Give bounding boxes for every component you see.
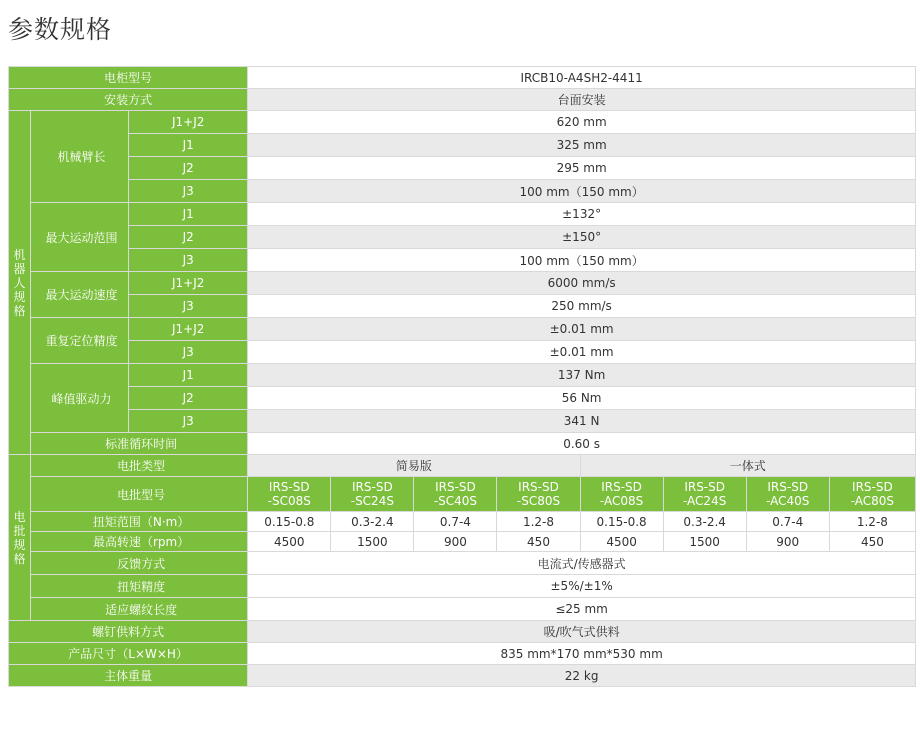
model-line: -SC80S bbox=[516, 494, 561, 508]
axis-label: J2 bbox=[129, 157, 248, 180]
spec-value: 295 mm bbox=[248, 157, 916, 180]
mounting-label: 安装方式 bbox=[9, 89, 248, 111]
table-row bbox=[9, 643, 916, 665]
model-line: IRS-SD bbox=[601, 480, 642, 494]
model-line: -SC08S bbox=[267, 494, 311, 508]
model-line: IRS-SD bbox=[852, 480, 893, 494]
screwdriver-group-label bbox=[9, 455, 31, 621]
speed-cell: 4500 bbox=[248, 532, 331, 552]
spec-value: 137 Nm bbox=[248, 364, 916, 387]
spec-table bbox=[8, 66, 916, 687]
table-row bbox=[9, 532, 916, 552]
spec-value: 56 Nm bbox=[248, 387, 916, 410]
max-speed-label: 最大运动速度 bbox=[31, 272, 129, 318]
speed-cell: 4500 bbox=[580, 532, 663, 552]
table-row bbox=[9, 89, 916, 111]
torque-label: 扭矩范围（N·m） bbox=[31, 512, 248, 532]
spec-value: 325 mm bbox=[248, 134, 916, 157]
table-row bbox=[9, 134, 916, 157]
spec-value: 620 mm bbox=[248, 111, 916, 134]
spec-value: ±0.01 mm bbox=[248, 318, 916, 341]
table-row bbox=[9, 598, 916, 621]
spec-value: 250 mm/s bbox=[248, 295, 916, 318]
model-line: -AC80S bbox=[850, 494, 895, 508]
model-line: -SC24S bbox=[350, 494, 394, 508]
model-cell bbox=[746, 477, 829, 512]
table-row bbox=[9, 111, 916, 134]
robot-group-text: 机器人规格 bbox=[13, 247, 26, 318]
spec-value: 100 mm（150 mm） bbox=[248, 180, 916, 203]
torque-cell: 0.3-2.4 bbox=[331, 512, 414, 532]
peak-drive-label: 峰值驱动力 bbox=[31, 364, 129, 433]
table-row bbox=[9, 318, 916, 341]
spec-value: 100 mm（150 mm） bbox=[248, 249, 916, 272]
axis-label: J1 bbox=[129, 364, 248, 387]
model-line: -AC08S bbox=[599, 494, 644, 508]
screwdriver-type-label: 电批类型 bbox=[31, 455, 248, 477]
axis-label: J1+J2 bbox=[129, 318, 248, 341]
speed-cell: 450 bbox=[497, 532, 580, 552]
torque-accuracy-label: 扭矩精度 bbox=[31, 575, 248, 598]
type-integrated: 一体式 bbox=[580, 455, 915, 477]
table-row bbox=[9, 157, 916, 180]
speed-cell: 1500 bbox=[331, 532, 414, 552]
page-title: 参数规格 bbox=[8, 15, 113, 44]
table-row bbox=[9, 295, 916, 318]
model-line: IRS-SD bbox=[518, 480, 559, 494]
table-row bbox=[9, 665, 916, 687]
model-line: IRS-SD bbox=[684, 480, 725, 494]
table-row bbox=[9, 364, 916, 387]
max-range-label: 最大运动范围 bbox=[31, 203, 129, 272]
spec-value: ±0.01 mm bbox=[248, 341, 916, 364]
table-row bbox=[9, 203, 916, 226]
model-cell bbox=[414, 477, 497, 512]
torque-cell: 0.15-0.8 bbox=[248, 512, 331, 532]
controller-value: IRCB10-A4SH2-4411 bbox=[248, 67, 916, 89]
table-row bbox=[9, 477, 916, 512]
table-row bbox=[9, 512, 916, 532]
feedback-label: 反馈方式 bbox=[31, 552, 248, 575]
torque-cell: 1.2-8 bbox=[497, 512, 580, 532]
size-label: 产品尺寸（L×W×H） bbox=[9, 643, 248, 665]
weight-label: 主体重量 bbox=[9, 665, 248, 687]
spec-value: 341 N bbox=[248, 410, 916, 433]
size-value: 835 mm*170 mm*530 mm bbox=[248, 643, 916, 665]
table-row bbox=[9, 341, 916, 364]
table-row bbox=[9, 249, 916, 272]
speed-label: 最高转速（rpm） bbox=[31, 532, 248, 552]
cycle-time-value: 0.60 s bbox=[248, 433, 916, 455]
torque-cell: 0.3-2.4 bbox=[663, 512, 746, 532]
axis-label: J1 bbox=[129, 203, 248, 226]
screwdriver-group-text: 电批规格 bbox=[13, 509, 26, 566]
model-cell bbox=[829, 477, 915, 512]
speed-cell: 900 bbox=[746, 532, 829, 552]
feed-value: 吸/吹气式供料 bbox=[248, 621, 916, 643]
table-row bbox=[9, 226, 916, 249]
screwdriver-model-label: 电批型号 bbox=[31, 477, 248, 512]
spec-value: 6000 mm/s bbox=[248, 272, 916, 295]
arm-length-label: 机械臂长 bbox=[31, 111, 129, 203]
repeatability-label: 重复定位精度 bbox=[31, 318, 129, 364]
model-line: IRS-SD bbox=[268, 480, 310, 494]
axis-label: J1 bbox=[129, 134, 248, 157]
weight-value: 22 kg bbox=[248, 665, 916, 687]
torque-cell: 1.2-8 bbox=[829, 512, 915, 532]
thread-length-value: ≤25 mm bbox=[248, 598, 916, 621]
torque-cell: 0.7-4 bbox=[746, 512, 829, 532]
speed-cell: 450 bbox=[829, 532, 915, 552]
table-row bbox=[9, 575, 916, 598]
axis-label: J3 bbox=[129, 180, 248, 203]
table-row bbox=[9, 552, 916, 575]
axis-label: J1+J2 bbox=[129, 272, 248, 295]
torque-accuracy-value: ±5%/±1% bbox=[248, 575, 916, 598]
cycle-time-label: 标准循环时间 bbox=[31, 433, 248, 455]
table-row bbox=[9, 410, 916, 433]
speed-cell: 900 bbox=[414, 532, 497, 552]
feed-label: 螺钉供料方式 bbox=[9, 621, 248, 643]
model-cell bbox=[580, 477, 663, 512]
type-simple: 简易版 bbox=[248, 455, 580, 477]
table-row bbox=[9, 180, 916, 203]
controller-label: 电柜型号 bbox=[9, 67, 248, 89]
feedback-value: 电流式/传感器式 bbox=[248, 552, 916, 575]
model-cell bbox=[248, 477, 331, 512]
axis-label: J2 bbox=[129, 387, 248, 410]
table-row bbox=[9, 621, 916, 643]
torque-cell: 0.15-0.8 bbox=[580, 512, 663, 532]
model-line: -AC40S bbox=[766, 494, 810, 508]
model-line: IRS-SD bbox=[435, 480, 476, 494]
table-row bbox=[9, 272, 916, 295]
spec-value: ±132° bbox=[248, 203, 916, 226]
speed-cell: 1500 bbox=[663, 532, 746, 552]
model-line: IRS-SD bbox=[352, 480, 393, 494]
model-cell bbox=[663, 477, 746, 512]
table-row bbox=[9, 387, 916, 410]
robot-group-label bbox=[9, 111, 31, 455]
axis-label: J3 bbox=[129, 295, 248, 318]
model-line: IRS-SD bbox=[767, 480, 809, 494]
torque-cell: 0.7-4 bbox=[414, 512, 497, 532]
axis-label: J3 bbox=[129, 341, 248, 364]
model-line: -SC40S bbox=[433, 494, 478, 508]
spec-value: ±150° bbox=[248, 226, 916, 249]
model-cell bbox=[331, 477, 414, 512]
model-cell bbox=[497, 477, 580, 512]
axis-label: J3 bbox=[129, 410, 248, 433]
model-line: -AC24S bbox=[682, 494, 727, 508]
table-row bbox=[9, 67, 916, 89]
thread-length-label: 适应螺纹长度 bbox=[31, 598, 248, 621]
axis-label: J3 bbox=[129, 249, 248, 272]
mounting-value: 台面安装 bbox=[248, 89, 916, 111]
axis-label: J2 bbox=[129, 226, 248, 249]
axis-label: J1+J2 bbox=[129, 111, 248, 134]
table-row bbox=[9, 455, 916, 477]
table-row bbox=[9, 433, 916, 455]
